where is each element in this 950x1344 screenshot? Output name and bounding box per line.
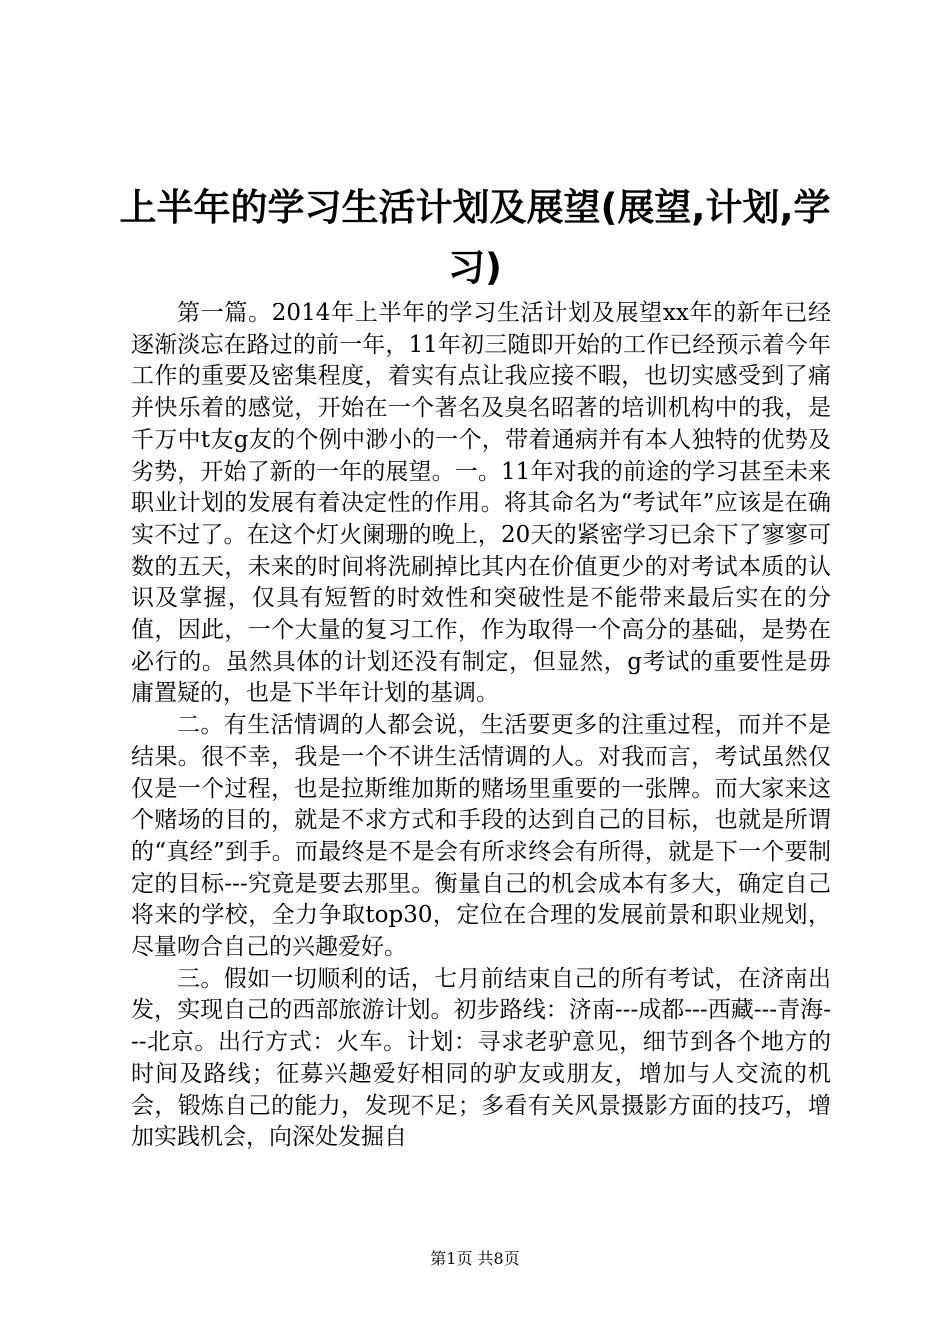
document-title-line2: 习) <box>448 246 502 289</box>
document-title-line1: 上半年的学习生活计划及展望(展望,计划,学 <box>119 186 831 229</box>
document-title <box>100 178 850 298</box>
page-number-footer: 第1页 共8页 <box>430 1249 520 1268</box>
body-paragraph-3: 三。假如一切顺利的话，七月前结束自己的所有考试，在济南出发，实现自己的西部旅游计划。初步路线：济南---成都---西藏---青海---北京。出行方式：火车。计划：寻求老驴意见，细节到各个地方的时间及路线；征募兴趣爱好相同的驴友或朋友，增加与人交流的机会，锻炼自己的能力，发现不足；多看有关风景摄影方面的技巧，增加实践机会，向深处发掘自 <box>131 965 831 1151</box>
document-body <box>131 298 831 1154</box>
body-paragraph-1: 第一篇。2014年上半年的学习生活计划及展望xx年的新年已经逐渐淡忘在路过的前一年，11年初三随即开始的工作已经预示着今年工作的重要及密集程度，着实有点让我应接不暇，也切实感受到了痛并快乐着的感觉，开始在一个著名及臭名昭著的培训机构中的我，是千万中t友g友的个例中渺小的一个，带着通病并有本人独特的优势及劣势，开始了新的一年的展望。一。11年对我的前途的学习甚至未来职业计划的发展有着决定性的作用。将其命名为“考试年”应该是在确实不过了。在这个灯火阑珊的晚上，20天的紧密学习已余下了寥寥可数的五天，未来的时间将洗刷掉比其内在价值更少的对考试本质的认识及掌握，仅具有短暂的时效性和突破性是不能带来最后实在的分值，因此，一个大量的复习工作，作为取得一个高分的基础，是势在必行的。虽然具体的计划还没有制定，但显然，g考试的重要性是毋庸置疑的，也是下半年计划的基调。 <box>131 300 831 707</box>
body-paragraph-2: 二。有生活情调的人都会说，生活要更多的注重过程，而并不是结果。很不幸，我是一个不讲生活情调的人。对我而言，考试虽然仅仅是一个过程，也是拉斯维加斯的赌场里重要的一张牌。而大家来这个赌场的目的，就是不求方式和手段的达到自己的目标，也就是所谓的“真经”到手。而最终是不是会有所求终会有所得，就是下一个要制定的目标---究竟是要去那里。衡量自己的机会成本有多大，确定自己将来的学校，全力争取top30，定位在合理的发展前景和职业规划，尽量吻合自己的兴趣爱好。 <box>131 712 831 961</box>
